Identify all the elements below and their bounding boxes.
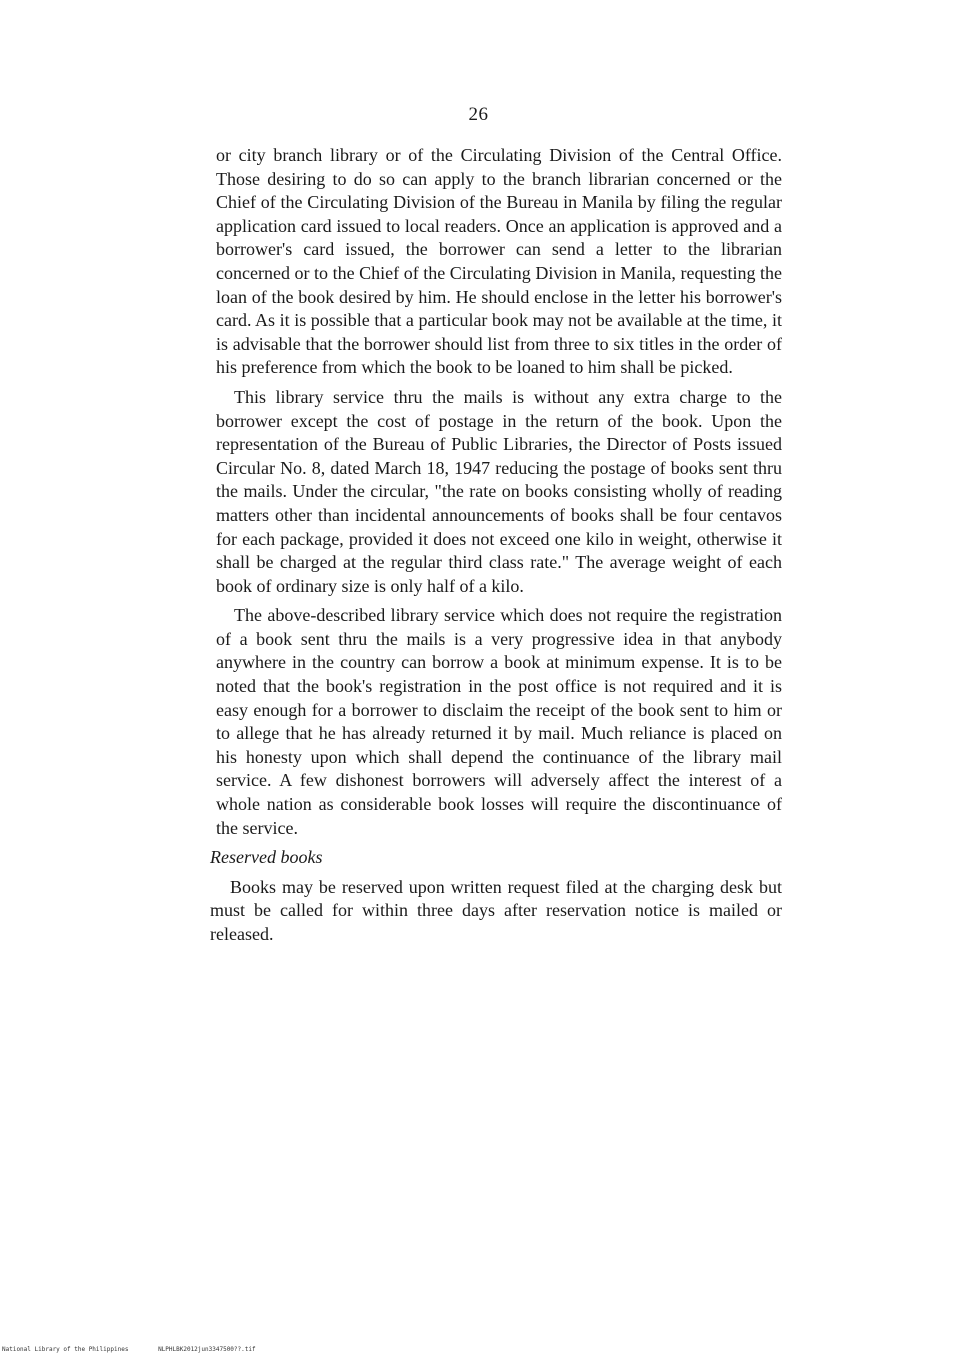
scan-footer: [2, 1346, 282, 1353]
paragraph-mail-service-honesty: The above-described library service which does not require the registration of a book sent thru the mails is a very progressive idea in that anybody anywhere in the country can borrow a book at minimum expense. It is to be noted that the book's registration in the post office is not required and it is easy enough for a borrower to disclaim the receipt of the book sent to him or to allege that he has already returned it by mail. Much reliance is placed on his honesty upon which shall depend the continuance of the library mail service. A few dishonest borrowers will adversely affect the interest of a whole nation as considerable book losses will require the discontinuance of the service.: [216, 605, 782, 838]
section-heading-reserved-books: Reserved books: [210, 847, 323, 868]
paragraph-mail-service-cost: This library service thru the mails is without any extra charge to the borrower except the cost of postage in the return of the book. Upon the representation of the Bureau of Public Libraries, the Director of Posts issued Circular No. 8, dated March 18, 1947 reducing the postage of books sent thru the mails. Under the circular, "the rate on books consisting wholly of reading matters other than incidental announcements of books shall be four centavos for each package, provided it does not exceed one kilo in weight, otherwise it shall be charged at the regular third class rate." The average weight of each book of ordinary size is only half of a kilo.: [216, 386, 782, 596]
footer-code: NLPHLBK2012jun3347500??.tif: [158, 1346, 256, 1353]
paragraph-continued: or city branch library or of the Circulating Division of the Central Office. Those desiring to do so can apply to the branch librarian concerned or the Chief of the Circulating Division of the Bureau in Manila by filing the regular application card issued to local readers. Once an application is approved and a borrower's card issued, the borrower can send a letter to the librarian concerned or to the Chief of the Circulating Division in Manila, requesting the loan of the book desired by him. He should enclose in the letter his borrower's card. As it is possible that a particular book may not be available at the time, it is advisable that the borrower should list from three to six titles in the order of his preference from which the book to be loaned to him shall be picked.: [216, 145, 782, 378]
paragraph-reserved-books: Books may be reserved upon written request filed at the charging desk but must be called for within three days after reservation notice is mailed or released.: [210, 876, 782, 944]
footer-source: National Library of the Philippines: [2, 1346, 129, 1353]
page-body: [210, 144, 782, 953]
page-number: 26: [468, 104, 489, 125]
